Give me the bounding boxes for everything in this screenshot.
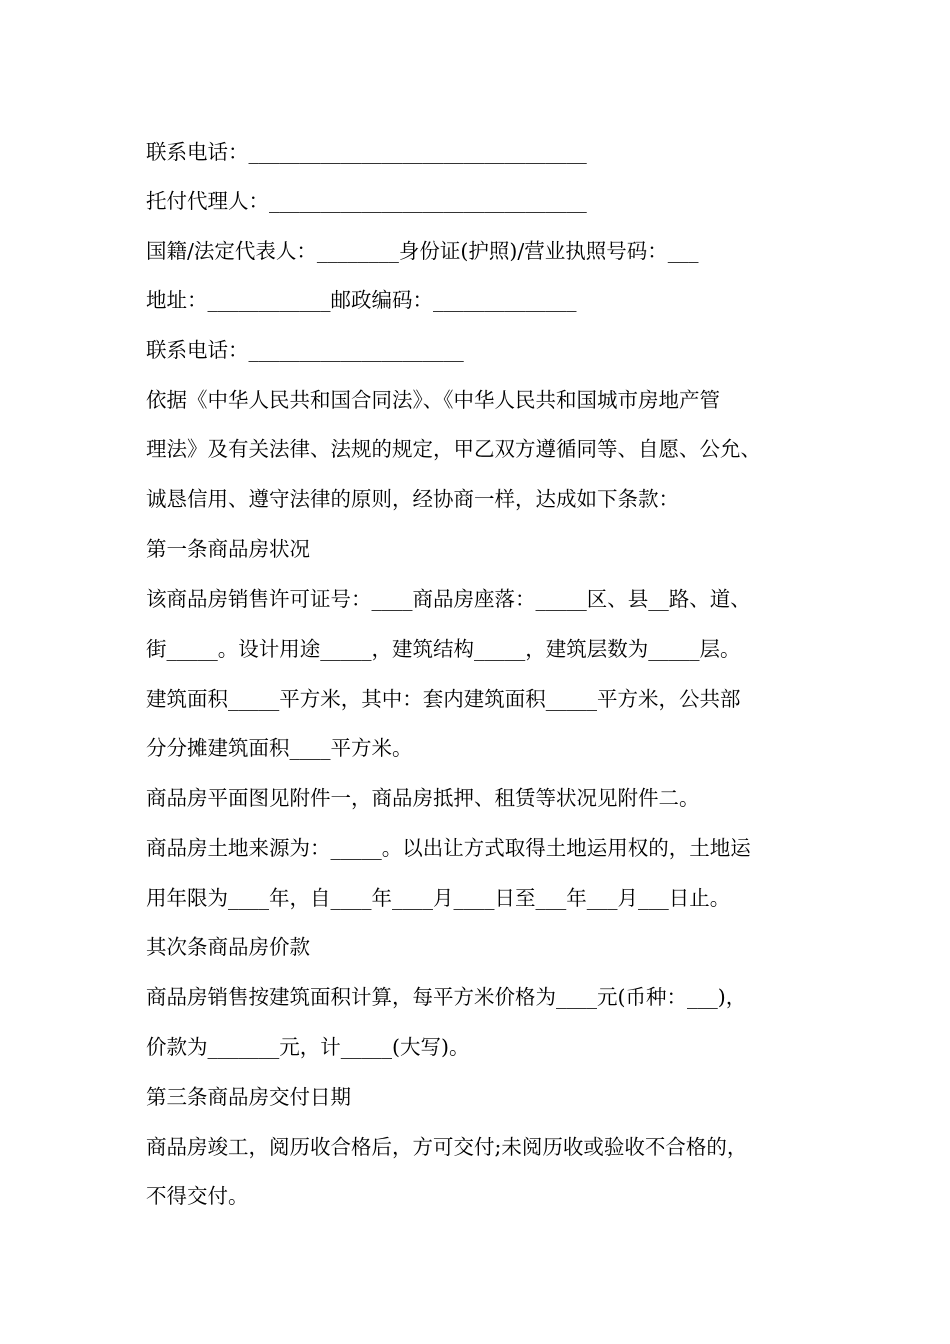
nationality-representative-line: 国籍/法定代表人：________身份证(护照)/营业执照号码：___ — [146, 239, 699, 263]
paragraph-line: 不得交付。 — [146, 1184, 249, 1208]
paragraph-line: 依据《中华人民共和国合同法》、《中华人民共和国城市房地产管 — [146, 388, 720, 412]
paragraph-line: 诚恳信用、遵守法律的原则，经协商一样，达成如下条款： — [146, 487, 679, 511]
address-postcode-line: 地址：____________邮政编码：______________ — [146, 288, 577, 312]
section-heading: 第一条商品房状况 — [146, 537, 310, 561]
contact-phone-line: 联系电话：_________________________________ — [146, 140, 587, 164]
paragraph-line: 用年限为____年，自____年____月____日至___年___月___日止。 — [146, 886, 731, 910]
contact-phone-line-2: 联系电话：_____________________ — [146, 338, 464, 362]
paragraph-line: 建筑面积_____平方米，其中：套内建筑面积_____平方米，公共部 — [146, 687, 741, 711]
paragraph-line: 分分摊建筑面积____平方米。 — [146, 736, 413, 760]
paragraph-line: 理法》及有关法律、法规的规定，甲乙双方遵循同等、自愿、公允、 — [146, 437, 761, 461]
paragraph-line: 商品房平面图见附件一，商品房抵押、租赁等状况见附件二。 — [146, 786, 700, 810]
paragraph-line: 商品房土地来源为：_____。以出让方式取得土地运用权的，土地运 — [146, 836, 751, 860]
agent-line: 托付代理人：_______________________________ — [146, 189, 587, 213]
section-heading: 其次条商品房价款 — [146, 935, 310, 959]
paragraph-line: 商品房竣工，阅历收合格后，方可交付;未阅历收或验收不合格的， — [146, 1135, 748, 1159]
paragraph-line: 街_____。设计用途_____，建筑结构_____，建筑层数为_____层。 — [146, 637, 741, 661]
paragraph-line: 该商品房销售许可证号：____商品房座落：_____区、县__路、道、 — [146, 587, 751, 611]
section-heading: 第三条商品房交付日期 — [146, 1085, 351, 1109]
paragraph-line: 价款为_______元，计_____(大写)。 — [146, 1035, 470, 1059]
paragraph-line: 商品房销售按建筑面积计算，每平方米价格为____元(币种：___)， — [146, 985, 747, 1009]
